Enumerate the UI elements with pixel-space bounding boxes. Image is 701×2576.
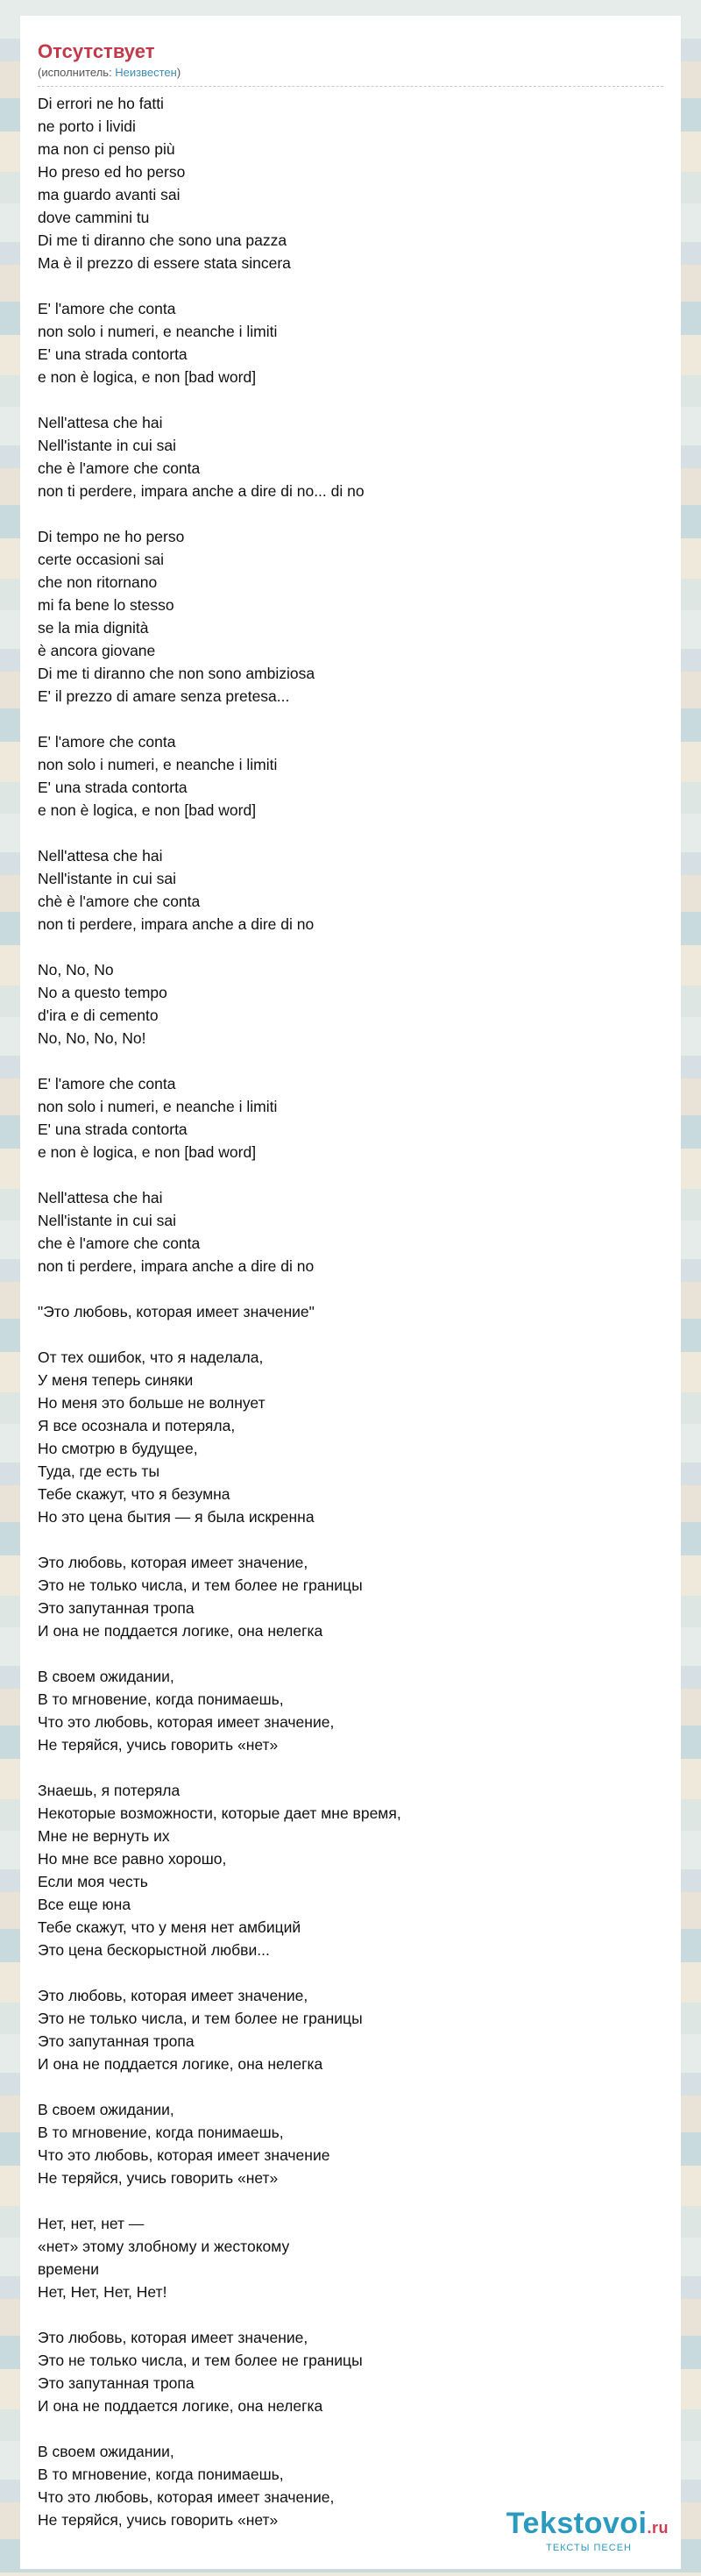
- lyrics-stanza: [38, 1779, 663, 1961]
- lyrics-line: No, No, No: [38, 961, 114, 978]
- lyrics-line: non solo i numeri, e neanche i limiti: [38, 323, 278, 340]
- lyrics-line: Nell'attesa che hai: [38, 847, 163, 865]
- lyrics-line: Туда, где есть ты: [38, 1462, 160, 1480]
- lyrics-line: Это запутанная тропа: [38, 2374, 195, 2392]
- lyrics-line: Ma è il prezzo di essere stata sincera: [38, 254, 291, 272]
- lyrics-line: Nell'attesa che hai: [38, 414, 163, 431]
- lyrics-body: [38, 92, 663, 2531]
- lyrics-line: Что это любовь, которая имеет значение: [38, 2146, 330, 2164]
- lyrics-line: У меня теперь синяки: [38, 1371, 194, 1389]
- logo-tld: .ru: [647, 2519, 669, 2537]
- header-divider: [38, 86, 663, 87]
- lyrics-line: Это не только числа, и тем более не границы: [38, 2352, 363, 2369]
- lyrics-line: Di me ti diranno che sono una pazza: [38, 231, 287, 249]
- lyrics-stanza: [38, 1665, 663, 1756]
- lyrics-line: Знаешь, я потеряла: [38, 1782, 181, 1799]
- lyrics-line: От тех ошибок, что я наделала,: [38, 1348, 264, 1366]
- lyrics-line: E' l'amore che conta: [38, 1075, 176, 1092]
- lyrics-line: времени: [38, 2260, 99, 2278]
- lyrics-line: e non è logica, e non [bad word]: [38, 801, 257, 819]
- lyrics-stanza: [38, 411, 663, 502]
- artist-suffix: ): [176, 66, 181, 79]
- lyrics-line: Это не только числа, и тем более не границы: [38, 1576, 363, 1594]
- lyrics-line: E' l'amore che conta: [38, 733, 176, 751]
- artist-prefix: (исполнитель:: [38, 66, 116, 79]
- lyrics-line: Nell'istante in cui sai: [38, 870, 176, 887]
- lyrics-stanza: [38, 1346, 663, 1528]
- lyrics-line: E' il prezzo di amare senza pretesa...: [38, 687, 290, 705]
- lyrics-line: Что это любовь, которая имеет значение,: [38, 1713, 335, 1731]
- lyrics-line: chè è l'amore che conta: [38, 893, 201, 910]
- lyrics-line: Di errori ne ho fatti: [38, 95, 164, 112]
- lyrics-line: В то мгновение, когда понимаешь,: [38, 2466, 284, 2483]
- lyrics-stanza: [38, 844, 663, 936]
- lyrics-line: «нет» этому злобному и жестокому: [38, 2238, 290, 2255]
- lyrics-line: Не теряйся, учись говорить «нет»: [38, 2169, 279, 2187]
- logo-brand: [506, 2508, 669, 2543]
- lyrics-line: e non è logica, e non [bad word]: [38, 1143, 257, 1161]
- lyrics-stanza: [38, 525, 663, 708]
- lyrics-line: В своем ожидании,: [38, 2101, 174, 2118]
- lyrics-line: non solo i numeri, e neanche i limiti: [38, 756, 278, 773]
- lyrics-line: dove cammini tu: [38, 209, 150, 226]
- lyrics-line: Мне не вернуть их: [38, 1827, 170, 1845]
- lyrics-line: d'ira e di cemento: [38, 1007, 159, 1024]
- site-logo[interactable]: [506, 2508, 669, 2553]
- lyrics-line: non ti perdere, impara anche a dire di no... di no: [38, 482, 365, 500]
- lyrics-stanza: [38, 730, 663, 822]
- lyrics-line: No a questo tempo: [38, 984, 167, 1001]
- lyrics-line: Это запутанная тропа: [38, 2032, 195, 2050]
- lyrics-card: [20, 16, 681, 2569]
- artist-line: [38, 65, 663, 81]
- lyrics-line: Это запутанная тропа: [38, 1599, 195, 1617]
- lyrics-line: Тебе скажут, что я безумна: [38, 1485, 230, 1503]
- lyrics-line: Все еще юна: [38, 1896, 131, 1913]
- lyrics-line: che è l'amore che conta: [38, 1235, 201, 1252]
- lyrics-line: Но мне все равно хорошо,: [38, 1850, 227, 1868]
- lyrics-line: Что это любовь, которая имеет значение,: [38, 2488, 335, 2506]
- lyrics-line: E' una strada contorta: [38, 1121, 188, 1138]
- lyrics-line: Я все осознала и потеряла,: [38, 1417, 236, 1434]
- lyrics-stanza: [38, 297, 663, 388]
- lyrics-line: se la mia dignità: [38, 619, 149, 637]
- lyrics-line: И она не поддается логике, она нелегка: [38, 2397, 323, 2415]
- lyrics-line: Но смотрю в будущее,: [38, 1440, 198, 1457]
- lyrics-line: mi fa bene lo stesso: [38, 596, 174, 614]
- lyrics-line: Nell'istante in cui sai: [38, 1212, 176, 1229]
- lyrics-line: Не теряйся, учись говорить «нет»: [38, 1736, 279, 1754]
- lyrics-line: Не теряйся, учись говорить «нет»: [38, 2511, 279, 2529]
- artist-link[interactable]: Неизвестен: [115, 66, 177, 79]
- lyrics-line: И она не поддается логике, она нелегка: [38, 1622, 323, 1640]
- logo-brand-name: Tekstovoi: [506, 2507, 648, 2540]
- lyrics-line: Это цена бескорыстной любви...: [38, 1941, 270, 1959]
- lyrics-stanza: [38, 958, 663, 1050]
- lyrics-line: И она не поддается логике, она нелегка: [38, 2055, 323, 2073]
- lyrics-line: Di me ti diranno che non sono ambiziosa: [38, 665, 315, 682]
- song-title: Отсутствует: [38, 40, 155, 62]
- lyrics-line: Di tempo ne ho perso: [38, 528, 185, 545]
- lyrics-line: Nell'attesa che hai: [38, 1189, 163, 1206]
- lyrics-line: E' una strada contorta: [38, 345, 188, 363]
- lyrics-line: Но меня это больше не волнует: [38, 1394, 266, 1412]
- lyrics-line: Ho preso ed ho perso: [38, 163, 186, 181]
- lyrics-stanza: [38, 92, 663, 274]
- lyrics-line: ma non ci penso più: [38, 140, 175, 158]
- lyrics-stanza: [38, 1186, 663, 1277]
- lyrics-stanza: [38, 1300, 663, 1323]
- lyrics-line: Это любовь, которая имеет значение,: [38, 1987, 308, 2004]
- lyrics-line: Это любовь, которая имеет значение,: [38, 1554, 308, 1571]
- lyrics-line: è ancora giovane: [38, 642, 156, 659]
- lyrics-stanza: [38, 1072, 663, 1163]
- lyrics-stanza: [38, 1551, 663, 1642]
- lyrics-line: Nell'istante in cui sai: [38, 437, 176, 454]
- lyrics-line: Тебе скажут, что у меня нет амбиций: [38, 1918, 301, 1936]
- lyrics-line: E' una strada contorta: [38, 779, 188, 796]
- lyrics-line: Это любовь, которая имеет значение,: [38, 2329, 308, 2346]
- lyrics-line: No, No, No, No!: [38, 1029, 146, 1047]
- lyrics-line: e non è logica, e non [bad word]: [38, 368, 257, 386]
- lyrics-stanza: [38, 2326, 663, 2417]
- lyrics-line: che è l'amore che conta: [38, 459, 201, 477]
- lyrics-line: Некоторые возможности, которые дает мне время,: [38, 1804, 401, 1822]
- lyrics-line: Это не только числа, и тем более не границы: [38, 2010, 363, 2027]
- lyrics-line: non ti perdere, impara anche a dire di no: [38, 915, 315, 933]
- logo-tagline: ТЕКСТЫ ПЕСЕН: [546, 2543, 632, 2553]
- lyrics-stanza: [38, 2098, 663, 2189]
- lyrics-line: Нет, нет, нет —: [38, 2215, 145, 2232]
- lyrics-line: E' l'amore che conta: [38, 300, 176, 317]
- lyrics-line: non ti perdere, impara anche a dire di no: [38, 1257, 315, 1275]
- lyrics-line: Если моя честь: [38, 1873, 148, 1890]
- lyrics-stanza: [38, 2212, 663, 2303]
- lyrics-line: Нет, Нет, Нет, Нет!: [38, 2283, 167, 2301]
- lyrics-line: Но это цена бытия — я была искренна: [38, 1508, 315, 1526]
- lyrics-line: che non ritornano: [38, 573, 158, 591]
- lyrics-line: ne porto i lividi: [38, 117, 136, 135]
- lyrics-stanza: [38, 1984, 663, 2075]
- lyrics-line: В своем ожидании,: [38, 1668, 174, 1685]
- lyrics-line: ma guardo avanti sai: [38, 186, 181, 203]
- lyrics-line: non solo i numeri, e neanche i limiti: [38, 1098, 278, 1115]
- lyrics-line: В то мгновение, когда понимаешь,: [38, 2124, 284, 2141]
- lyrics-line: В своем ожидании,: [38, 2443, 174, 2460]
- lyrics-line: certe occasioni sai: [38, 551, 164, 568]
- lyrics-line: В то мгновение, когда понимаешь,: [38, 1690, 284, 1708]
- lyrics-line: "Это любовь, которая имеет значение": [38, 1303, 315, 1320]
